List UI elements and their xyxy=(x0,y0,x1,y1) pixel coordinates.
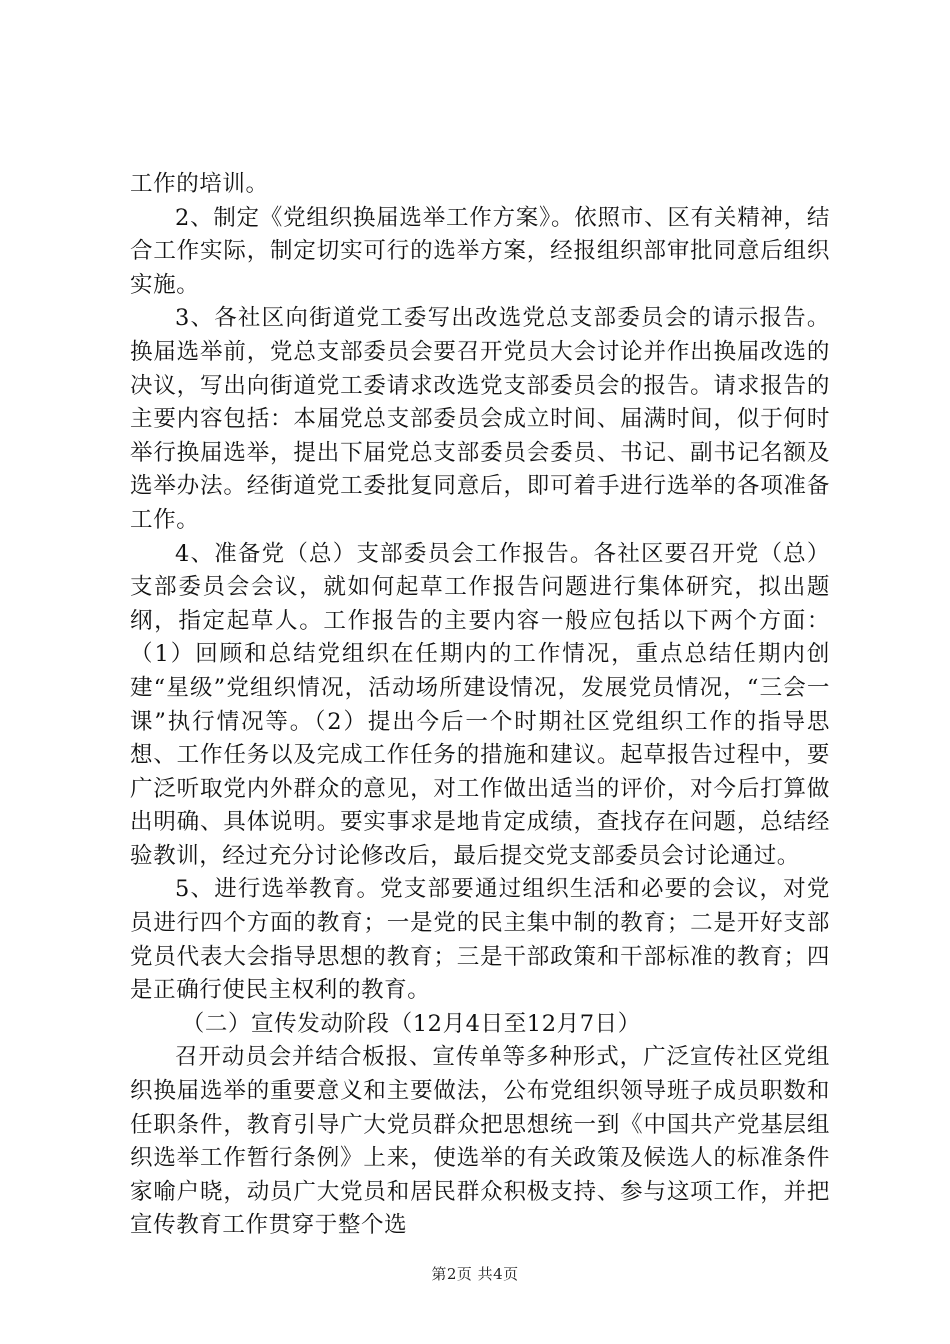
paragraph-item-2: 2、制定《党组织换届选举工作方案》。依照市、区有关精神，结合工作实际，制定切实可行的选举方案，经报组织部审批同意后组织实施。 xyxy=(130,204,830,298)
paragraph-item-5: 5、进行选举教育。党支部要通过组织生活和必要的会议，对党员进行四个方面的教育；一是党的民主集中制的教育；二是开好支部党员代表大会指导思想的教育；三是干部政策和干部标准的教育；四是正确行使民主权利的教育。 xyxy=(130,876,830,1004)
paragraph-item-3: 3、各社区向街道党工委写出改选党总支部委员会的请示报告。换届选举前，党总支部委员会要召开党员大会讨论并作出换届改选的决议，写出向街道党工委请求改选党支部委员会的报告。请求报告的主要内容包括：本届党总支部委员会成立时间、届满时间，似于何时举行换届选举，提出下届党总支部委员会委员、书记、副书记名额及选举办法。经街道党工委批复同意后，即可着手进行选举的各项准备工作。 xyxy=(130,305,830,533)
section-heading: （二）宣传发动阶段（12月4日至12月7日） xyxy=(181,1010,641,1037)
page-footer: 第2页 共4页 xyxy=(431,1265,519,1283)
document-body xyxy=(130,168,830,1243)
paragraph-continuation: 工作的培训。 xyxy=(130,171,269,197)
paragraph-item-4: 4、准备党（总）支部委员会工作报告。各社区要召开党（总）支部委员会会议，就如何起草工作报告问题进行集体研究，拟出题纲，指定起草人。工作报告的主要内容一般应包括以下两个方面：（1）回顾和总结党组织在任期内的工作情况，重点总结任期内创建“星级”党组织情况，活动场所建设情况，发展党员情况，“三会一课”执行情况等。（2）提出今后一个时期社区党组织工作的指导思想、工作任务以及完成工作任务的措施和建议。起草报告过程中，要广泛听取党内外群众的意见，对工作做出适当的评价，对今后打算做出明确、具体说明。要实事求是地肯定成绩，查找存在问题，总结经验教训，经过充分讨论修改后，最后提交党支部委员会讨论通过。 xyxy=(130,540,830,869)
paragraph-section-body: 召开动员会并结合板报、宣传单等多种形式，广泛宣传社区党组织换届选举的重要意义和主要做法，公布党组织领导班子成员职数和任职条件，教育引导广大党员群众把思想统一到《中国共产党基层组织选举工作暂行条例》上来，使选举的有关政策及候选人的标准条件家喻户晓，动员广大党员和居民群众积极支持、参与这项工作，并把宣传教育工作贯穿于整个选 xyxy=(130,1044,830,1239)
